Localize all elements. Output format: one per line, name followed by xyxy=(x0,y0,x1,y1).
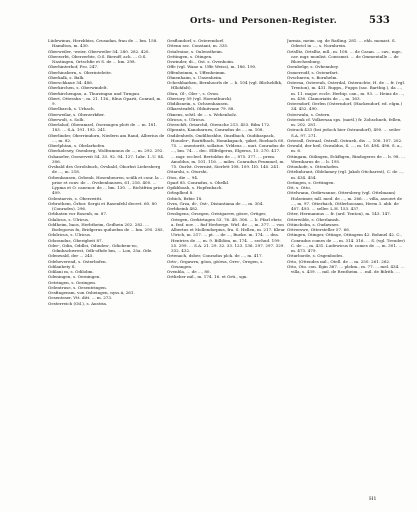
register-entry: Ottverswe, Ottersteller 57. 66. xyxy=(287,227,351,232)
register-entry: Ohnenhaim, s. Unsenheim. xyxy=(167,74,223,80)
register-entry: Orbenbausen, Orbenb. Hosenbeuren, sciilk et conr. la ... prior et conv. de ... Ovsbenbausen, 61, 216. 400. ... Lypma et O. canenor. de ... bm. 130. ... Richtfrim prior 409. xyxy=(48,174,164,196)
register-entry: Oberschkaue 54. 486. xyxy=(48,80,94,85)
register-entry: Oberhinsbern, s. Oberinteleite. xyxy=(48,69,113,75)
register-entry: Oparl 85. Conradus, s. Obelkl. xyxy=(167,179,230,185)
register-entry: Oberkalk, s. Balk. xyxy=(48,74,85,80)
register-entry: Obdilisnein, s. Ochsenhausen. xyxy=(167,101,229,106)
register-entry: Oesfingensm, von Osbeingen, nyss.ii, 261. xyxy=(48,290,135,295)
register-entry: Oberkirchengau, a. Thurzingau und Tirngau. xyxy=(48,90,141,96)
register-entry: Orbsplbed 8. xyxy=(167,190,194,196)
register-entry: Odilanhety S. xyxy=(48,263,76,269)
register-entry: Odalicus, s. Ulricus. xyxy=(48,216,90,222)
register-entry: Olkaesteafelt, Oblnitvane 79. 88. xyxy=(167,106,235,112)
page-title: Orts- und Personen-Register. xyxy=(190,16,337,26)
register-entry: Oelentruse, s. Oesentringen. xyxy=(48,284,107,290)
register-entry: Ortlieber mil., m. 174. 16. et Orti., sgn. xyxy=(167,274,248,280)
register-entry: Odilani m, s. Odilobm. xyxy=(48,269,94,274)
register-entry: Odenwald, der ... 245. xyxy=(48,253,94,259)
register-entry: Ostrack 433 (bei jedoch bier Ostrandorf), 490. ... seiler S.A. 97. 271. xyxy=(287,127,401,138)
register-entry: Osterndorf, Oerlen (Osterndorf, (Hackendorf, ed. elgm.) 34. 452. 490. xyxy=(287,101,403,112)
register-entry: Oesterreich (Oil.), s. Austria. xyxy=(48,300,108,306)
register-entry: Oberhinterhof, Pro. 247. xyxy=(48,64,99,70)
register-entry: Jurmia, meim. og. de Ratling. 281. ... ehh. monast. S. Odericl in ..., s. Nornhrein. xyxy=(287,38,396,49)
register-entry: Obra, Ol-, Oler -, s. Ovon. xyxy=(167,90,220,96)
register-entry: Odorandus, Oberigbeit 87. xyxy=(48,237,103,243)
register-entry: Otto, Oto. con. Egin 367. ... plebm., m. 77. ... mel. 434. ... villa, s. 439. ... mil. de Rentheim. ... mil. de Bilrith. ... xyxy=(287,263,405,274)
register-entry: Oknens, schtl. de ... s. Wehenholz. xyxy=(167,111,238,117)
register-entry: Otterwilde, s. Oberlamsh. xyxy=(287,216,340,222)
register-entry: Osterwaln, s. Ostern. xyxy=(287,111,331,117)
register-entry: Oberkolesey, Osenberg, Wolframmus de ..., m. 292. 292. xyxy=(48,148,164,154)
register-entry: Oberlinder, Oberrimdorn, Niedern am Rand, Alberius de ..., m. 82. xyxy=(48,132,165,143)
register-entry: Oddheim, baos, Herbtheim, Gedhein 202. 282. ... Bodegorus fu, Bridgerus quiluebm de ... bm. 295. 285. xyxy=(48,221,164,232)
register-entry: Opikbboah, s. Hopfenbach. xyxy=(167,185,223,190)
register-entry: Olricus, s. Ulricus. xyxy=(167,116,206,122)
register-entry: Ottarshi, s. Oturshi. xyxy=(167,169,208,175)
register-entry: Odolricus, s. Ulricus. xyxy=(48,232,92,238)
page-number: 533 xyxy=(369,15,390,26)
register-entry: Oberiory 59 (vgl. Horentburck). xyxy=(167,95,233,101)
register-entry: Ostalvsine, s. Oulenstheim. xyxy=(167,48,223,54)
register-entry: Osenbelgr, s. Ovbennbey. xyxy=(287,64,339,70)
register-entry: Oberkirchen, s. Oberwindelt. xyxy=(48,85,108,91)
register-entry: Otos, die ... 94. xyxy=(167,174,199,180)
register-entry: Otter, Hermannus ... fr. (ard. Tenton), m. 143. 147. xyxy=(287,211,392,217)
register-entry: Orbrothem, Örbor. Sergii et Rasenfehl decret. 60. 80 (Conrades). 296. xyxy=(48,200,157,211)
register-entry: Ovsbald des Gerolsbuch, Ovsbald, Oborhst Liebesberg de ..., m. 218. xyxy=(48,164,161,175)
register-entry: Oder-, Odin, Oddlei, Odinden-, Odiobem-eo, Odmbachwrest, Odb-ofhde bm, ... Lon, 25a. Ode. xyxy=(48,242,153,253)
register-entry: Odeheverend, s. Osterbofen. xyxy=(48,258,107,264)
register-entry: Offenheimm, s. Uffenheimm. xyxy=(167,69,226,75)
register-entry: Osterall, Ostraal, Ostrall, Ostraeh, dis ..., 106. 107. 202. xyxy=(287,137,403,143)
register-entry: Ostermk cf. Volkersaa sps. (nartl.) fr. Zohschneb, fellen, m. 202. 281. xyxy=(287,116,402,127)
register-entry: Orrbbeinh 482. xyxy=(167,206,199,211)
register-entry: Ottonhofe, s. Ottenhofen. xyxy=(287,164,340,169)
register-entry: Ottelinhrant, Oblelamey (vgl. Jakob Oticharest), C. de ..., m. 434. 454. xyxy=(287,169,404,180)
register-entry: Oterzchft, Oriarchil, Oterache 213. 453. Bilm 172. xyxy=(167,122,271,127)
register-column-left xyxy=(48,38,166,506)
register-entry: Osterna, Ostereuh, Osterdal, Osterachte, H. de ... fr. (vgl. Trenton), m. 431. Rupps., Fupps (sac. Bartbig.), da ..., m. 11. major. eccle. Herbip. can., m. 93. ... Heinz de ..., m. 436. Clamoriatis de ..., m. 163. xyxy=(287,80,406,101)
register-entry: Obert, Otterahn -, m. 21. 116., filius Oparti, Conrad, m. 9. xyxy=(48,95,162,106)
register-entry: Orbhaten vor Bosenh, m. 87. xyxy=(48,211,108,217)
register-entry: Orssbgens, Orsegen, Oristgarew, gösre, Ortiger, Oriegen, Orrktrtagen 53. 76. 48. 306. ... b. Pfarl ebrir, a. fraf. nov. ... fiuf Herberge. Wirl. de ..., m. 377. ... von Albertus et Mollendorpius, fra. S. Hellen, m. 217. Kleur Utrich, m. 217. ... pt. ... de ..., Bueke. m. 174. ... dea. Hentries de ..., m. 9. Bilblöm, m. 174. ... sechud. 199. 25. 299. ... S.A. 21. 29. 32. 33. 123. 136. 297. 297. 329. 332. 432. xyxy=(167,211,285,253)
register-entry: Orts-, Orgawrn, göon, gööwa, Orrs-, Oregen, s. Orsangen. xyxy=(167,258,264,269)
register-entry: Oetringen, s. Orzingen. xyxy=(48,279,97,285)
register-entry: Odeningen, s. Oerningen. xyxy=(48,274,101,280)
signature-mark: H1 xyxy=(369,496,377,502)
register-entry: Offe (vgl. Wane u. Uffe Weiss), m. 186. 190. xyxy=(167,64,257,70)
register-entry: Oswald, der heil, Oswaldus, S. ..., m. 16. 494. 496. S. a., m. 6. xyxy=(287,143,403,154)
register-entry: Oberlbarck, s. Urbach. xyxy=(48,106,95,112)
register-entry: Otturborde, s. Osgenbodes. xyxy=(287,253,344,259)
register-entry: Ottincholm, s. Oudawaes. xyxy=(287,221,340,227)
register-entry: Oberweilar, s. Oberzerkfier. xyxy=(48,111,105,117)
register-entry: Ortenach, dsber, Conradus plck. de ..., m. 417. xyxy=(167,253,263,259)
register-entry: Oetingen, s. Oettingen. xyxy=(287,179,335,185)
register-entry: Oettingen, s. Otingen. xyxy=(167,53,213,59)
register-entry: Ondilenheds, Ondilboshhe, Onzdbach, Oudibaspack, Honoler-, Roatifbach, Honnkapach, -piket, Roebach 60, 75. ... onentoritt, sollatue. Vrldeus ... mut. Conradus de ..., bm. 74. ... dec. Ellfrdgerus, Elgerus, 15. 270. 417. ... mgr. eccleel. Bertoldus de ..., 875. 377. ... prem. Amoldus, m. 101. 116. ... miles. Conradus Peummel, m. 75. Ourlst. Overnist, Sierlett 108. 109. 1l0. 140. 241. xyxy=(167,132,285,169)
register-entry: Ott, s. Otto. xyxy=(287,185,312,190)
register-entry: Olprants, Kanobarurn, Conradus de ..., m. 108. xyxy=(167,127,264,133)
register-column-middle xyxy=(167,38,285,506)
register-entry: Oswinder, di.., Ost. s. Ovenboiin. xyxy=(167,59,235,64)
register-entry: Ovra, Grza, di-, Ost-, Distantiana de ..., m. 304. xyxy=(167,200,264,206)
register-entry: Oberzerbt, Oberzerbte, O.S. Bieroff, ach. ... O.S. Nastingen, Ortschfie et S. de ... bm. 298. xyxy=(48,53,147,64)
register-entry: Ottelwann, Ordirwanne, Ottersberg (vgl. Ottelmann) Holzeimer, mll. med. de ..., m. 266. ... villa, aseoert de ..., m. 97. Otterbach, Ottlerboosam, Herm 3. abb. de 407. 493. ... seller. L.H. 153. 437. xyxy=(287,190,403,211)
register-entry: Ortslltz, Ortslltz, mll., m. 108. ... de Casan. ... cav., mgr., cav. mgr. monlist. Conssmst. ... de Ommentalle ... de Bloechenburg. xyxy=(287,48,403,64)
register-column-right xyxy=(287,38,406,506)
register-entry: Oesflondorf, s. Osterendorf. xyxy=(167,38,225,43)
register-entry: Oesentraer, Vtt. ditt. ... m. 273. xyxy=(48,295,113,301)
register-entry: Ocheshbarken, Bernhoorls de ... b. 104 (vgl. Blicheldhk, Hllohfalt). xyxy=(167,80,283,91)
register-entry: Ovenbla, ... de ..., 80. xyxy=(167,269,211,274)
register-entry: Orbich, Brbie 18. xyxy=(167,195,203,201)
register-entry: Oshaneler, Oseserveit 54. 33. 92. 94. 127. 1abr. 1..U. 84. 306. xyxy=(48,153,165,164)
register-entry: Oberlahof, Oberamzel, Oseraugen plott de ... m. 181. 183. ... S.A. 191. 192. 241. xyxy=(48,122,158,133)
register-entry: Oberlphtan, s. Obelarhofen. xyxy=(48,143,106,148)
running-head xyxy=(0,16,417,30)
register-entry: Lüdewinus, Herzbbiss, Crusadan, frau de ... bm. 158. Hamilton, m. 430. xyxy=(48,38,158,49)
register-entry: Ottenn sec. Constant, m. 335. xyxy=(167,43,229,49)
register-entry: Otto, (Ottendes mil., Otell. de ... m. 250. 261. 262. xyxy=(287,258,391,264)
register-entry: Oberwolt, s. Solb. xyxy=(48,116,85,122)
register-entry: Osmerrodf, s. Ostenrfart. xyxy=(287,69,339,75)
register-entry: Oberweiler, -weier, Oberweiler 54. 280. 282. 420. xyxy=(48,48,150,54)
register-entry: Ottingam, Oiilingen, Eckfbgen, Rindogeres de ... b. 98. ... Wernharus de ... b. 195. xyxy=(287,153,405,164)
register-entry: Ovschnren, s. Bornhelm. xyxy=(287,74,338,80)
register-entry: Oelentaevis, s. Oberzwitti. xyxy=(48,195,103,201)
register-entry: Ottingen, Otinger, Ottinge, Ottingem 42. Bohmel 42. C., Conradus comes de ..., m. 314. 316. ... S. (vgl. Treuder) C. de ..., m. 431. Ludewicus fr. comes de ..., m. 301. ... m. 473. 479. xyxy=(287,232,405,253)
